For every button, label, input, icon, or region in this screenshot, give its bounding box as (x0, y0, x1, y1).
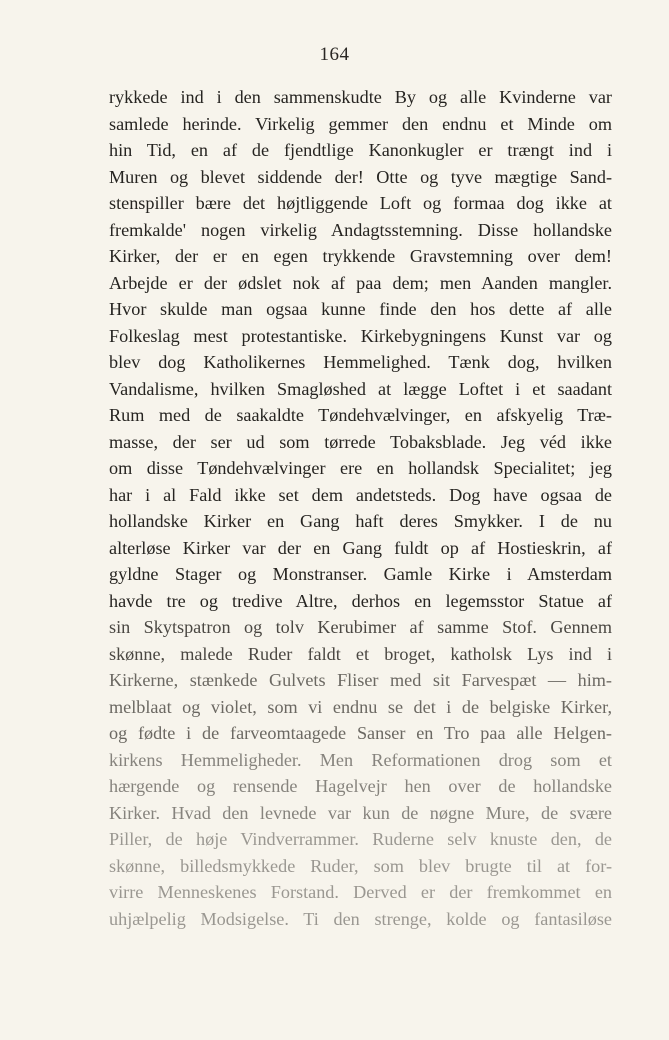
text-line: Muren og blevet siddende der! Otte og tyve mægtige Sand- (109, 166, 612, 187)
text-line: blev dog Katholikernes Hemmelighed. Tænk dog, hvilken (109, 352, 612, 372)
text-line: havde tre og tredive Altre, derhos en legemsstor Statue af (109, 590, 612, 611)
text-line: gyldne Stager og Monstranser. Gamle Kirke i Amsterdam (109, 564, 612, 584)
text-line: Kirkerne, stænkede Gulvets Fliser med sit Farvespæt — him- (109, 670, 612, 690)
text-line: Kirker. Hvad den levnede var kun de nøgne Mure, de svære (109, 802, 612, 823)
page-number: 164 (319, 44, 350, 65)
text-line: masse, der ser ud som tørrede Tobaksblade. Jeg véd ikke (109, 431, 612, 452)
text-line: virre Menneskenes Forstand. Derved er der fremkommet en (109, 882, 612, 902)
body-text (109, 84, 612, 932)
text-line: uhjælpelig Modsigelse. Ti den strenge, kolde og fantasiløse (109, 908, 612, 929)
text-line: skønne, billedsmykkede Ruder, som blev brugte til at for- (109, 855, 612, 876)
text-line: Vandalisme, hvilken Smagløshed at lægge Loftet i et saadant (109, 378, 612, 399)
text-line: hin Tid, en af de fjendtlige Kanonkugler er trængt ind i (109, 140, 612, 160)
text-line: Piller, de høje Vindverrammer. Ruderne selv knuste den, de (109, 829, 612, 849)
text-line: rykkede ind i den sammenskudte By og alle Kvinderne var (109, 87, 612, 107)
text-line: fremkalde' nogen virkelig Andagtsstemning. Disse hollandske (109, 219, 612, 240)
text-line: kirkens Hemmeligheder. Men Reformationen drog som et (109, 749, 612, 770)
text-line: om disse Tøndehvælvinger ere en hollandsk Specialitet; jeg (109, 458, 612, 478)
text-line: skønne, malede Ruder faldt et broget, katholsk Lys ind i (109, 643, 612, 664)
text-line: melblaat og violet, som vi endnu se det i de belgiske Kirker, (109, 696, 612, 717)
text-line: Kirker, der er en egen trykkende Gravstemning over dem! (109, 246, 612, 266)
text-line: Rum med de saakaldte Tøndehvælvinger, en afskyelig Træ- (109, 405, 612, 425)
text-line: Arbejde er der ødslet nok af paa dem; men Aanden mangler. (109, 272, 612, 293)
text-line: hærgende og rensende Hagelvejr hen over de hollandske (109, 776, 612, 796)
text-line: og fødte i de farveomtaagede Sanser en Tro paa alle Helgen- (109, 723, 612, 743)
text-line: Hvor skulde man ogsaa kunne finde den hos dette af alle (109, 299, 612, 319)
text-line: samlede herinde. Virkelig gemmer den endnu et Minde om (109, 113, 612, 134)
text-line: Folkeslag mest protestantiske. Kirkebygningens Kunst var og (109, 325, 612, 346)
text-line: stenspiller bære det højtliggende Loft og formaa dog ikke at (109, 193, 612, 213)
text-line: har i al Fald ikke set dem andetsteds. Dog have ogsaa de (109, 484, 612, 505)
text-line: sin Skytspatron og tolv Kerubimer af samme Stof. Gennem (109, 617, 612, 637)
text-line: hollandske Kirker en Gang haft deres Smykker. I de nu (109, 511, 612, 531)
text-line: alterløse Kirker var der en Gang fuldt op af Hostieskrin, af (109, 537, 612, 558)
